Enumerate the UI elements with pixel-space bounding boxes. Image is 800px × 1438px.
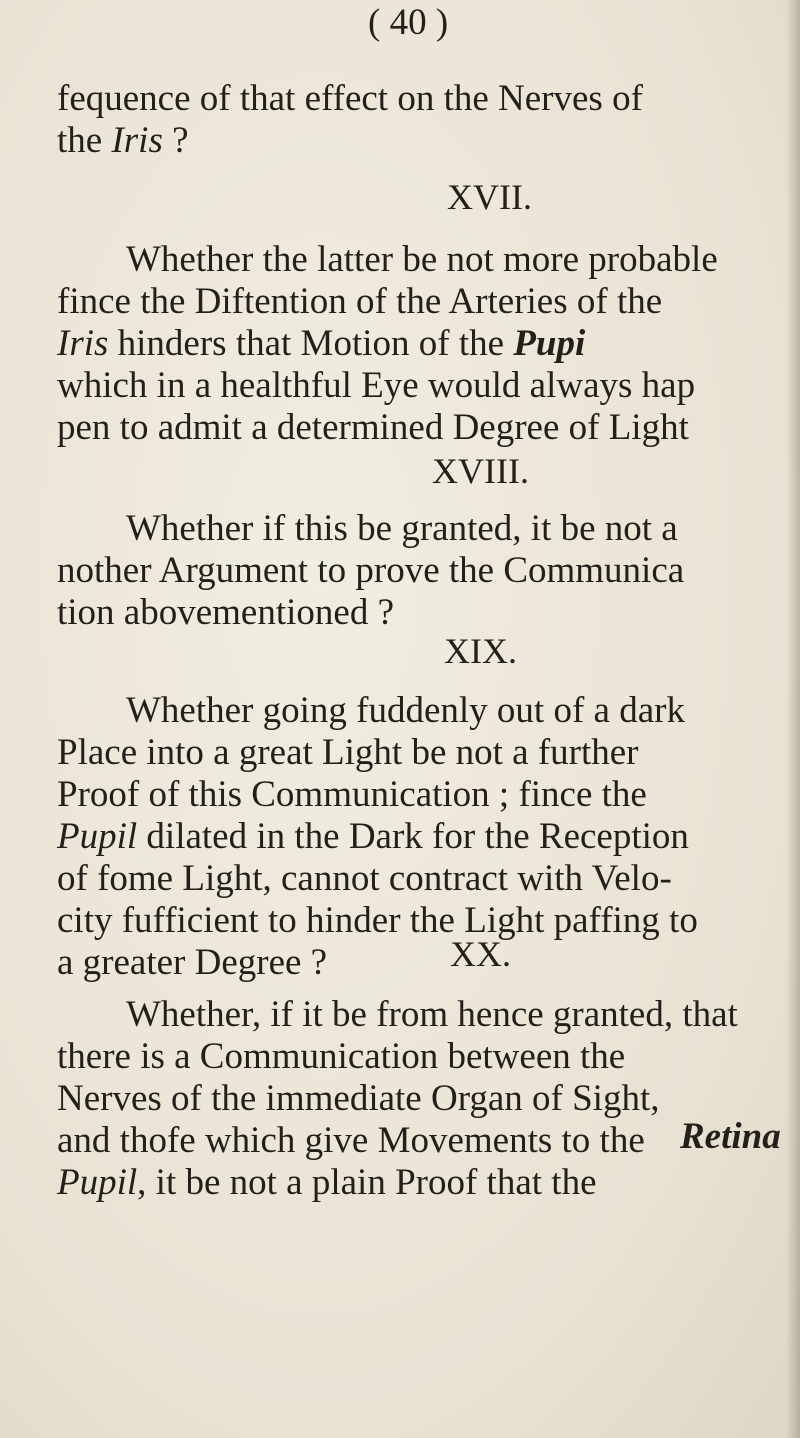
page-edge-shadow — [786, 0, 800, 1438]
text-run: dilated in the Dark for the Reception — [137, 816, 689, 857]
query-xx — [57, 994, 800, 1204]
section-heading-xviii: XVIII. — [432, 451, 529, 491]
text-line: Whether, if it be from hence granted, that — [126, 994, 738, 1035]
text-line: and thofe which give Movements to the — [57, 1120, 645, 1161]
text-line: fequence of that effect on the Nerves of — [57, 78, 643, 119]
text-line: Nerves of the immediate Organ of Sight, — [57, 1078, 660, 1119]
text-line: Whether if this be granted, it be not a — [126, 508, 678, 549]
italic-term: Pupil — [57, 816, 138, 857]
page-number: ( 40 ) — [368, 2, 449, 43]
text-line: fince the Diftention of the Arteries of the — [57, 281, 663, 322]
text-run: the — [57, 120, 112, 161]
text-run: , it be not a plain Proof that the — [137, 1162, 597, 1203]
text-line: Whether going fuddenly out of a dark — [126, 690, 685, 731]
section-heading-xvii: XVII. — [447, 177, 532, 217]
text-line: Place into a great Light be not a further — [57, 732, 639, 773]
query-xviii — [57, 508, 800, 634]
text-line: of fome Light, cannot contract with Velo- — [57, 858, 672, 899]
text-run: ? — [162, 120, 189, 161]
query-xvii — [57, 239, 800, 449]
text-line: there is a Communication between the — [57, 1036, 626, 1077]
text-line: which in a healthful Eye would always hap — [57, 365, 696, 406]
text-line: pen to admit a determined Degree of Light — [57, 407, 689, 448]
italic-term: Iris — [57, 323, 109, 364]
section-heading-xix: XIX. — [444, 631, 517, 671]
text-line: tion abovementioned ? — [57, 592, 395, 633]
continuation-paragraph — [57, 78, 800, 162]
section-heading-xx: XX. — [450, 934, 511, 974]
text-line: nother Argument to prove the Communica — [57, 550, 685, 591]
text-line — [57, 323, 800, 365]
text-line: Whether the latter be not more probable — [126, 239, 718, 280]
text-line — [57, 816, 800, 858]
catchword: Retina — [680, 1116, 781, 1157]
text-line: city fufficient to hinder the Light paffing to — [57, 900, 698, 941]
text-line — [57, 1162, 800, 1204]
italic-term: Pupi — [513, 323, 586, 364]
text-run: hinders that Motion of the — [108, 323, 514, 364]
text-line: a greater Degree ? — [57, 942, 328, 983]
italic-term: Pupil — [57, 1162, 138, 1203]
italic-term: Iris — [111, 120, 163, 161]
text-line: Proof of this Communication ; fince the — [57, 774, 647, 815]
text-line — [57, 120, 800, 162]
